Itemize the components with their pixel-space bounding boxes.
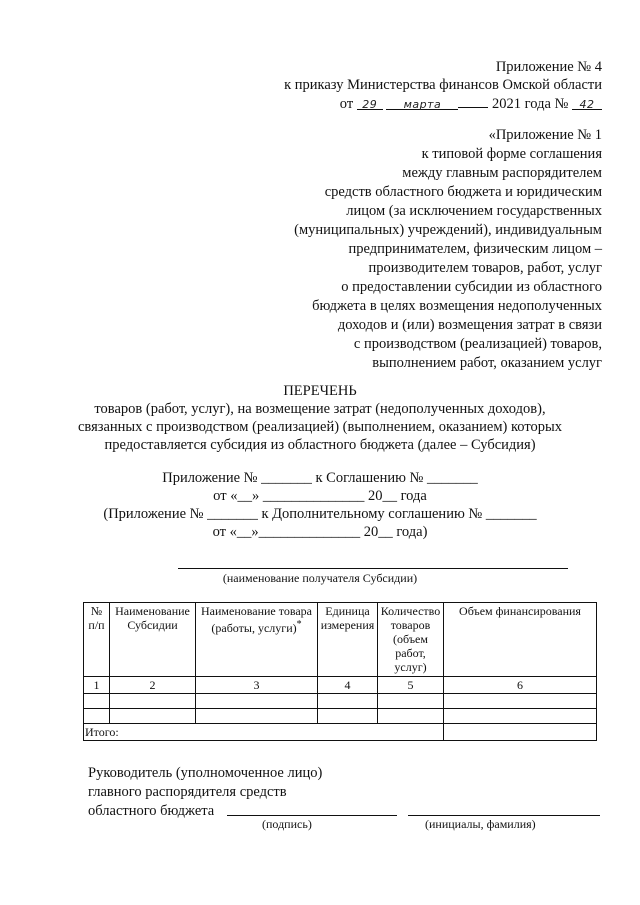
annex-line-4: средств областного бюджета и юридическим [324, 184, 602, 200]
table-row [84, 694, 597, 709]
annex-line-6: (муниципальных) учреждений), индивидуальным [294, 222, 602, 238]
header-goods-name-text: Наименование товара (работы, услуги) [200, 604, 312, 635]
name-field [408, 815, 600, 816]
annex-line-5: лицом (за исключением государственных [346, 203, 602, 219]
order-reference: к приказу Министерства финансов Омской области [284, 77, 602, 93]
date-day-field [357, 95, 383, 110]
annex-line-3: между главным распорядителем [402, 165, 602, 181]
date-month: марта [403, 98, 442, 111]
annex-line-9: о предоставлении субсидии из областного [341, 279, 602, 295]
date-prefix: от [339, 96, 354, 112]
header-footnote-mark: * [296, 619, 302, 630]
col-number-4: 4 [318, 677, 378, 694]
table-number-row [84, 677, 597, 694]
annex-line-2: к типовой форме соглашения [421, 146, 602, 162]
annex-line-11: доходов и (или) возмещения затрат в связи [337, 317, 602, 333]
signature-line-2: главного распорядителя средств [88, 784, 287, 800]
annex-line-12: с производством (реализацией) товаров, [353, 336, 602, 352]
annex-line-13: выполнением работ, оказанием услуг [372, 355, 602, 371]
recipient-line [178, 568, 568, 569]
agreement-line-3: (Приложение № _______ к Дополнительному соглашению № _______ [103, 506, 537, 522]
date-year: 2021 года № [492, 96, 569, 112]
header-goods-name [196, 603, 318, 677]
title-line-1: товаров (работ, услуг), на возмещение затрат (недополученных доходов), [94, 401, 546, 417]
appendix-number: Приложение № 4 [495, 59, 602, 75]
order-date-line [340, 93, 602, 113]
date-day: 29 [362, 98, 378, 111]
col-number-1: 1 [84, 677, 110, 694]
agreement-line-1: Приложение № _______ к Соглашению № _______ [162, 470, 478, 486]
annex-line-10: бюджета в целях возмещения недополученных [312, 298, 602, 314]
recipient-caption: (наименование получателя Субсидии) [222, 571, 418, 585]
col-number-5: 5 [378, 677, 444, 694]
table-total-row [84, 724, 597, 741]
date-month-field [386, 95, 458, 110]
header-subsidy-name: Наименование Субсидии [110, 603, 196, 677]
table-header-row [84, 603, 597, 677]
signature-caption: (подпись) [262, 817, 312, 831]
total-label: Итого: [84, 724, 444, 741]
col-number-3: 3 [196, 677, 318, 694]
table-row [84, 709, 597, 724]
title-line-2: связанных с производством (реализацией) (выполнением, оказанием) которых [77, 419, 562, 435]
name-caption: (инициалы, фамилия) [425, 817, 536, 831]
total-value [444, 724, 597, 741]
signature-line-1: Руководитель (уполномоченное лицо) [88, 765, 323, 781]
annex-line-1: «Приложение № 1 [488, 127, 602, 143]
col-number-6: 6 [444, 677, 597, 694]
agreement-line-4: от «__»______________ 20__ года) [212, 524, 428, 540]
date-month-tail [458, 93, 488, 108]
annex-line-8: производителем товаров, работ, услуг [368, 260, 602, 276]
annex-line-7: предпринимателем, физическим лицом – [348, 241, 602, 257]
header-number: № п/п [84, 603, 110, 677]
signature-field [227, 815, 397, 816]
agreement-line-2: от «__» ______________ 20__ года [213, 488, 427, 504]
order-number: 42 [579, 98, 595, 111]
header-quantity: Количество товаров (объем работ, услуг) [378, 603, 444, 677]
title-line-3: предоставляется субсидия из областного бюджета (далее – Субсидия) [104, 437, 536, 453]
document-heading: ПЕРЕЧЕНЬ [283, 383, 357, 399]
header-financing: Объем финансирования [444, 603, 597, 677]
signature-line-3: областного бюджета [88, 803, 215, 819]
goods-table [83, 602, 597, 741]
order-number-field [572, 95, 602, 110]
col-number-2: 2 [110, 677, 196, 694]
header-unit: Единица измерения [318, 603, 378, 677]
